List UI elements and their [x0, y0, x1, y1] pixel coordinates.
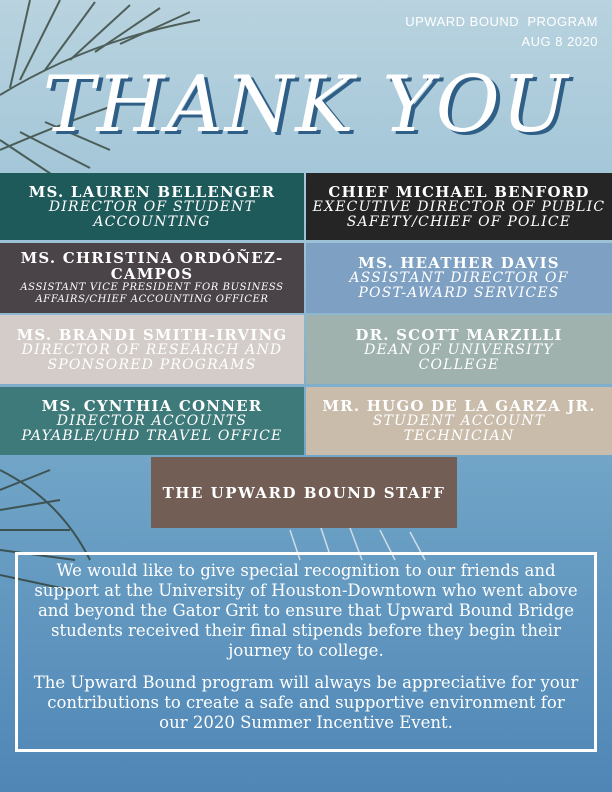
honoree-card: [306, 387, 612, 455]
message-paragraph: The Upward Bound program will always be appreciative for your contributions to create a safe and supportive environment for our 2020 Summer Incentive Event.: [33, 673, 579, 732]
honoree-name: CHIEF MICHAEL BENFORD: [328, 182, 590, 201]
honoree-card: [306, 243, 612, 313]
honoree-role: DIRECTOR OF RESEARCH AND SPONSORED PROGRAMS: [21, 341, 283, 373]
honoree-role: DIRECTOR OF STUDENT ACCOUNTING: [48, 198, 256, 230]
honoree-card: [0, 387, 304, 455]
message-box: [15, 552, 597, 752]
honoree-card: [306, 315, 612, 384]
honoree-name: MS. LAUREN BELLENGER: [28, 182, 276, 201]
honoree-name: MS. HEATHER DAVIS: [358, 254, 560, 272]
page-title: THANK YOU: [42, 60, 570, 150]
message-paragraph: We would like to give special recognition to our friends and support at the University of Houston-Downtown who went above and beyond the Gator Grit to ensure that Upward Bound Bridge students received their final stipends before they begin their journey to college.: [34, 561, 578, 660]
honoree-role: ASSISTANT VICE PRESIDENT FOR BUSINESS AFFAIRS/CHIEF ACCOUNTING OFFICER: [20, 282, 284, 305]
honoree-role: STUDENT ACCOUNT TECHNICIAN: [372, 413, 546, 444]
honoree-role: DEAN OF UNIVERSITY COLLEGE: [364, 341, 554, 373]
honoree-card: [0, 243, 304, 313]
honoree-role: EXECUTIVE DIRECTOR OF PUBLIC SAFETY/CHIEF OF POLICE: [312, 198, 606, 230]
honoree-name: DR. SCOTT MARZILLI: [355, 325, 563, 344]
honoree-role: ASSISTANT DIRECTOR OF POST-AWARD SERVICES: [349, 270, 569, 301]
staff-banner: THE UPWARD BOUND STAFF: [151, 457, 457, 528]
honoree-name: MR. HUGO DE LA GARZA JR.: [322, 397, 596, 415]
event-date: AUG 8 2020: [521, 34, 598, 49]
honoree-card: [0, 173, 304, 240]
honoree-name: MS. BRANDI SMITH-IRVING: [16, 325, 288, 344]
honoree-role: DIRECTOR ACCOUNTS PAYABLE/UHD TRAVEL OFFICE: [21, 413, 283, 444]
honoree-name: MS. CHRISTINA ORDÓÑEZ-CAMPOS: [20, 249, 284, 283]
honoree-card: [306, 173, 612, 240]
honoree-name: MS. CYNTHIA CONNER: [41, 397, 263, 415]
program-name: UPWARD BOUND PROGRAM: [405, 14, 598, 29]
honoree-card: [0, 315, 304, 384]
program-header: [405, 12, 598, 52]
